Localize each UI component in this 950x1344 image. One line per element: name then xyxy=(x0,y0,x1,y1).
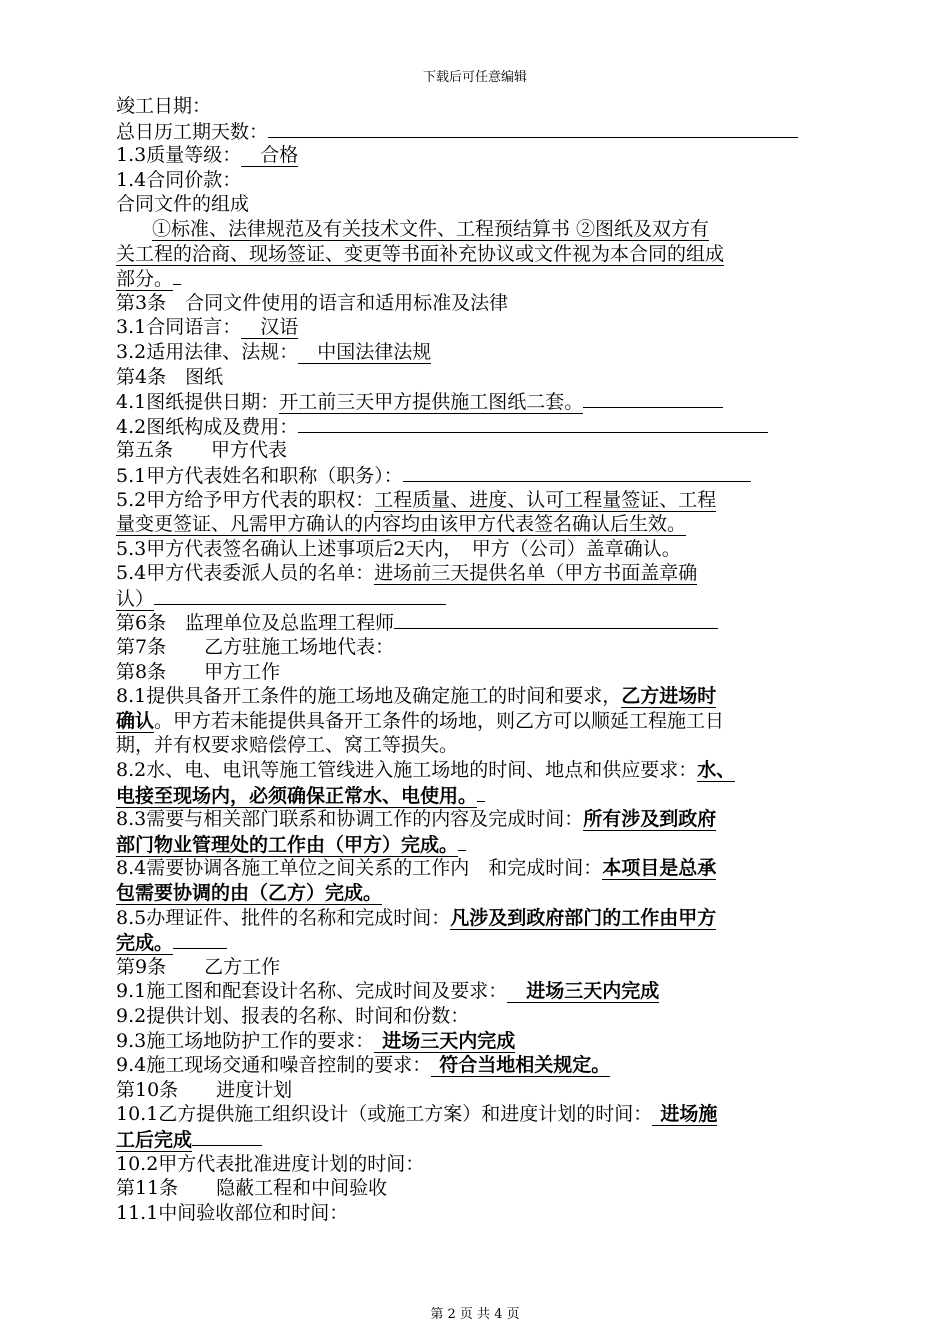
rep-authority-line-2: 量变更签证、凡需甲方确认的内容均由该甲方代表签名确认后生效。 xyxy=(116,513,687,536)
rep-staff-line-2: 认） xyxy=(116,586,846,611)
item-9-1-line: 9.1施工图和配套设计名称、完成时间及要求： 进场三天内完成 xyxy=(116,980,660,1003)
item-8-1-line-1: 8.1提供具备开工条件的施工场地及确定施工的时间和要求，乙方进场时 xyxy=(116,685,717,708)
item-8-1-line-2: 确认。甲方若未能提供具备开工条件的场地，则乙方可以顺延工程施工日 xyxy=(116,709,725,732)
item-8-4-line-2: 包需要协调的由（乙方）完成。 xyxy=(116,882,383,904)
item-9-4-line: 9.4施工现场交通和噪音控制的要求： 符合当地相关规定。 xyxy=(116,1054,611,1077)
item-10-1-line-1: 10.1乙方提供施工组织设计（或施工方案）和进度计划的时间： 进场施 xyxy=(116,1103,718,1126)
blank-field xyxy=(268,119,798,138)
article-5-heading: 第五条 甲方代表 xyxy=(116,439,288,462)
article-8-heading: 第8条 甲方工作 xyxy=(116,660,281,683)
item-10-1-line-2: 工后完成 xyxy=(116,1127,846,1152)
applicable-law-value: 中国法律法规 xyxy=(298,340,432,363)
contract-price-line: 1.4合同价款： xyxy=(116,168,242,191)
applicable-law-line: 3.2适用法律、法规： 中国法律法规 xyxy=(116,340,432,363)
item-8-2-line-1: 8.2水、电、电讯等施工管线进入施工场地的时间、地点和供应要求：水、 xyxy=(116,759,736,782)
item-11-1-line: 11.1中间验收部位和时间： xyxy=(116,1201,349,1224)
item-8-2-line-2: 电接至现场内，必须确保正常水、电使用。 xyxy=(116,783,846,808)
contract-docs-heading: 合同文件的组成 xyxy=(116,193,250,216)
drawing-date-line: 4.1图纸提供日期：开工前三天甲方提供施工图纸二套。 xyxy=(116,389,846,414)
contract-language-line: 3.1合同语言： 汉语 xyxy=(116,316,299,339)
article-9-heading: 第9条 乙方工作 xyxy=(116,955,281,978)
item-8-3-line-1: 8.3需要与相关部门联系和协调工作的内容及完成时间：所有涉及到政府 xyxy=(116,808,717,831)
contract-docs-text-2: 关工程的洽商、现场签证、变更等书面补充协议或文件视为本合同的组成 xyxy=(116,242,725,265)
item-8-5-line-2: 完成。 xyxy=(116,930,846,955)
item-8-1-line-3: 期，并有权要求赔偿停工、窝工等损失。 xyxy=(116,734,459,757)
completion-date-line: 竣工日期： xyxy=(116,95,212,117)
item-8-4-line-1: 8.4需要协调各施工单位之间关系的工作内 和完成时间：本项目是总承 xyxy=(116,857,717,880)
article-4-heading: 第4条 图纸 xyxy=(116,365,224,388)
rep-authority-line-1: 5.2甲方给予甲方代表的职权：工程质量、进度、认可工程量签证、工程 xyxy=(116,488,717,511)
item-8-3-line-2: 部门物业管理处的工作由（甲方）完成。 xyxy=(116,832,846,857)
contract-language-value: 汉语 xyxy=(241,316,299,339)
item-9-2-line: 9.2提供计划、报表的名称、时间和份数： xyxy=(116,1004,470,1027)
contract-docs-text-1: ①标准、法律规范及有关技术文件、工程预结算书 ②图纸及双方有 xyxy=(152,217,710,240)
article-10-heading: 第10条 进度计划 xyxy=(116,1078,293,1101)
contract-body xyxy=(116,94,846,1225)
contract-docs-text-3: 部分。 xyxy=(116,266,846,291)
quality-grade-value: 合格 xyxy=(241,144,299,167)
rep-name-line: 5.1甲方代表姓名和职称（职务）： xyxy=(116,463,846,488)
item-9-3-line: 9.3施工场地防护工作的要求： 进场三天内完成 xyxy=(116,1029,516,1052)
article-6-heading: 第6条 监理单位及总监理工程师 xyxy=(116,610,846,635)
drawing-cost-line: 4.2图纸构成及费用： xyxy=(116,414,846,439)
rep-staff-line-1: 5.4甲方代表委派人员的名单：进场前三天提供名单（甲方书面盖章确 xyxy=(116,562,698,585)
blank-field xyxy=(403,463,751,482)
rep-confirm-line: 5.3甲方代表签名确认上述事项后2天内， 甲方（公司）盖章确认。 xyxy=(116,537,681,560)
blank-field xyxy=(394,610,718,629)
quality-grade-line: 1.3质量等级： 合格 xyxy=(116,144,299,167)
article-3-heading: 第3条 合同文件使用的语言和适用标准及法律 xyxy=(116,291,509,314)
page-header: 下载后可任意编辑 xyxy=(422,70,527,85)
blank-field xyxy=(298,414,768,433)
article-11-heading: 第11条 隐蔽工程和中间验收 xyxy=(116,1177,388,1200)
page-footer: 第 2 页 共 4 页 xyxy=(430,1307,520,1322)
total-days-line: 总日历工期天数： xyxy=(116,119,846,144)
article-7-heading: 第7条 乙方驻施工场地代表： xyxy=(116,636,395,659)
item-8-5-line-1: 8.5办理证件、批件的名称和完成时间：凡涉及到政府部门的工作由甲方 xyxy=(116,906,717,929)
item-10-2-line: 10.2甲方代表批准进度计划的时间： xyxy=(116,1152,425,1175)
drawing-date-value: 开工前三天甲方提供施工图纸二套。 xyxy=(279,391,584,414)
